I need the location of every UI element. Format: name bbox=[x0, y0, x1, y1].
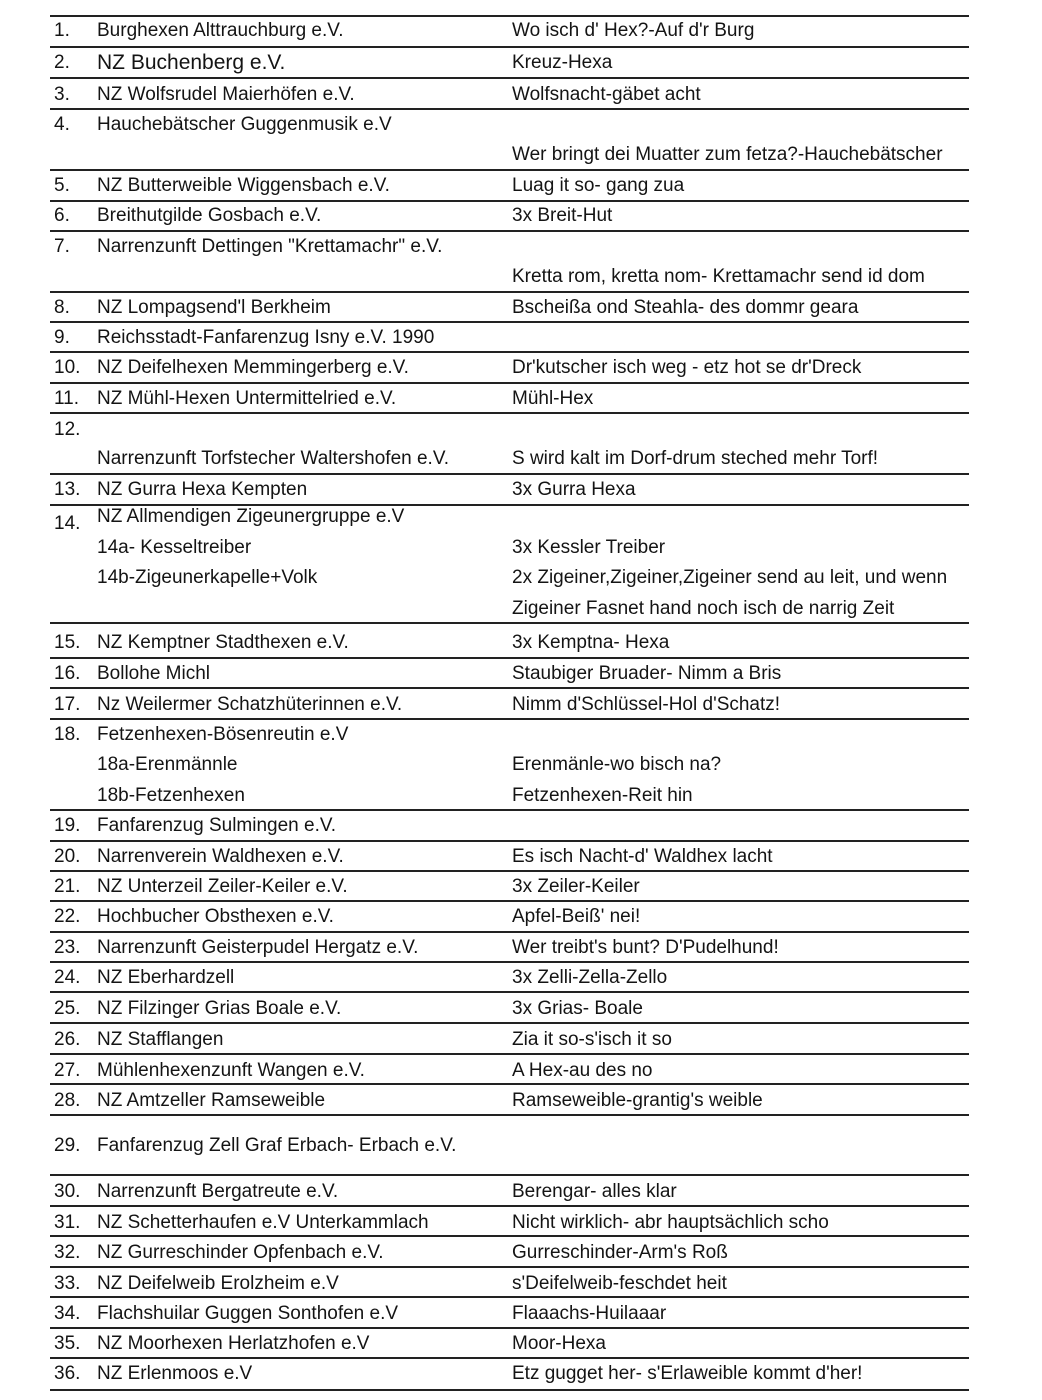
carnival-call: Es isch Nacht-d' Waldhex lacht bbox=[512, 846, 773, 867]
row-number: 4. bbox=[54, 114, 70, 135]
row-number: 33. bbox=[54, 1273, 81, 1294]
carnival-call: Luag it so- gang zua bbox=[512, 175, 685, 196]
list-row bbox=[50, 658, 969, 688]
list-row bbox=[50, 231, 969, 292]
list-row bbox=[50, 1084, 969, 1115]
carnival-call: Apfel-Beiß' nei! bbox=[512, 906, 641, 927]
list-row bbox=[50, 170, 969, 201]
list-row bbox=[50, 932, 969, 962]
group-name: NZ Erlenmoos e.V bbox=[97, 1363, 253, 1384]
list-row bbox=[50, 322, 969, 352]
row-number: 28. bbox=[54, 1090, 81, 1111]
row-number: 8. bbox=[54, 297, 70, 318]
group-name: NZ Allmendigen Zigeunergruppe e.V bbox=[97, 506, 405, 527]
carnival-call: Nimm d'Schlüssel-Hol d'Schatz! bbox=[512, 694, 781, 715]
group-name: NZ Buchenberg e.V. bbox=[97, 51, 286, 74]
list-row bbox=[50, 810, 969, 841]
list-row bbox=[50, 1206, 969, 1236]
list-row bbox=[50, 1236, 969, 1267]
list-row bbox=[50, 719, 969, 810]
group-name: NZ Kemptner Stadthexen e.V. bbox=[97, 632, 349, 653]
group-name: Narrenzunft Bergatreute e.V. bbox=[97, 1181, 339, 1202]
bottom-rule bbox=[50, 1389, 969, 1391]
group-name: NZ Deifelweib Erolzheim e.V bbox=[97, 1273, 339, 1294]
group-name: NZ Mühl-Hexen Untermittelried e.V. bbox=[97, 388, 397, 409]
subgroup-name: 14b-Zigeunerkapelle+Volk bbox=[97, 567, 318, 588]
carnival-call: 2x Zigeiner,Zigeiner,Zigeiner send au leit, und wenn bbox=[512, 567, 948, 588]
list-row bbox=[50, 1115, 969, 1175]
carnival-call: Wer treibt's bunt? D'Pudelhund! bbox=[512, 937, 779, 958]
carnival-call: Bscheißa ond Steahla- des dommr geara bbox=[512, 297, 859, 318]
carnival-call: 3x Breit-Hut bbox=[512, 205, 613, 226]
list-row bbox=[50, 78, 969, 109]
list-row bbox=[50, 413, 969, 474]
group-name: Narrenzunft Dettingen "Krettamachr" e.V. bbox=[97, 236, 443, 257]
group-name: NZ Gurreschinder Opfenbach e.V. bbox=[97, 1242, 384, 1263]
group-name: NZ Wolfsrudel Maierhöfen e.V. bbox=[97, 84, 355, 105]
carnival-call-continued: Zigeiner Fasnet hand noch isch de narrig Zeit bbox=[512, 598, 895, 619]
group-name: NZ Unterzeil Zeiler-Keiler e.V. bbox=[97, 876, 348, 897]
group-name: NZ Deifelhexen Memmingerberg e.V. bbox=[97, 357, 409, 378]
list-row bbox=[50, 1297, 969, 1328]
row-number: 16. bbox=[54, 663, 81, 684]
row-number: 23. bbox=[54, 937, 81, 958]
row-number: 34. bbox=[54, 1303, 81, 1324]
carnival-call: A Hex-au des no bbox=[512, 1060, 653, 1081]
carnival-call: Flaaachs-Huilaaar bbox=[512, 1303, 667, 1324]
carnival-call: S wird kalt im Dorf-drum steched mehr Torf! bbox=[512, 448, 879, 469]
carnival-call: Berengar- alles klar bbox=[512, 1181, 677, 1202]
row-number: 22. bbox=[54, 906, 81, 927]
subgroup-name: 18b-Fetzenhexen bbox=[97, 785, 245, 806]
row-number: 20. bbox=[54, 846, 81, 867]
row-number: 30. bbox=[54, 1181, 81, 1202]
carnival-call: 3x Kessler Treiber bbox=[512, 537, 666, 558]
carnival-call: Moor-Hexa bbox=[512, 1333, 606, 1354]
group-name: Mühlenhexenzunft Wangen e.V. bbox=[97, 1060, 365, 1081]
carnival-call: Fetzenhexen-Reit hin bbox=[512, 785, 693, 806]
carnival-call: Nicht wirklich- abr hauptsächlich scho bbox=[512, 1212, 829, 1233]
row-number: 36. bbox=[54, 1363, 81, 1384]
group-name: Flachshuilar Guggen Sonthofen e.V bbox=[97, 1303, 399, 1324]
list-row bbox=[50, 901, 969, 932]
carnival-call: Kreuz-Hexa bbox=[512, 52, 613, 73]
group-name: Burghexen Alttrauchburg e.V. bbox=[97, 20, 344, 41]
group-name: NZ Lompagsend'l Berkheim bbox=[97, 297, 331, 318]
row-number: 15. bbox=[54, 632, 81, 653]
row-number: 35. bbox=[54, 1333, 81, 1354]
row-number: 5. bbox=[54, 175, 70, 196]
group-name: Reichsstadt-Fanfarenzug Isny e.V. 1990 bbox=[97, 327, 435, 348]
group-name: NZ Eberhardzell bbox=[97, 967, 235, 988]
list-row bbox=[50, 1175, 969, 1206]
group-name: Bollohe Michl bbox=[97, 663, 210, 684]
carnival-call: Zia it so-s'isch it so bbox=[512, 1029, 672, 1050]
list-row bbox=[50, 1267, 969, 1297]
list-row bbox=[50, 1328, 969, 1358]
list-row bbox=[50, 16, 969, 46]
carnival-call: Wo isch d' Hex?-Auf d'r Burg bbox=[512, 20, 755, 41]
row-number: 9. bbox=[54, 327, 70, 348]
row-number: 11. bbox=[54, 388, 80, 409]
carnival-call: Erenmänle-wo bisch na? bbox=[512, 754, 722, 775]
group-name: Hauchebätscher Guggenmusik e.V bbox=[97, 114, 392, 135]
row-number: 21. bbox=[54, 876, 81, 897]
list-row bbox=[50, 1054, 969, 1084]
carnival-call: Wer bringt dei Muatter zum fetza?-Hauchebätscher bbox=[512, 144, 943, 165]
carnival-call: 3x Zelli-Zella-Zello bbox=[512, 967, 668, 988]
row-number: 17. bbox=[54, 694, 81, 715]
carnival-call: Staubiger Bruader- Nimm a Bris bbox=[512, 663, 782, 684]
group-name: NZ Gurra Hexa Kempten bbox=[97, 479, 308, 500]
row-number: 2. bbox=[54, 52, 70, 73]
list-row bbox=[50, 1023, 969, 1054]
row-number: 7. bbox=[54, 236, 70, 257]
group-name: Narrenzunft Torfstecher Waltershofen e.V. bbox=[97, 448, 450, 469]
list-row bbox=[50, 841, 969, 871]
row-number: 3. bbox=[54, 84, 70, 105]
row-number: 27. bbox=[54, 1060, 81, 1081]
list-row bbox=[50, 871, 969, 901]
group-name: Narrenzunft Geisterpudel Hergatz e.V. bbox=[97, 937, 419, 958]
row-number: 25. bbox=[54, 998, 81, 1019]
carnival-call: Dr'kutscher isch weg - etz hot se dr'Dreck bbox=[512, 357, 862, 378]
group-name: Nz Weilermer Schatzhüterinnen e.V. bbox=[97, 694, 403, 715]
list-row bbox=[50, 962, 969, 992]
row-number: 6. bbox=[54, 205, 70, 226]
row-number: 1. bbox=[54, 20, 70, 41]
group-name: Hochbucher Obsthexen e.V. bbox=[97, 906, 334, 927]
list-row bbox=[50, 47, 969, 78]
subgroup-name: 18a-Erenmännle bbox=[97, 754, 238, 775]
list-row bbox=[50, 292, 969, 322]
group-name: NZ Amtzeller Ramseweible bbox=[97, 1090, 326, 1111]
group-name: Fanfarenzug Zell Graf Erbach- Erbach e.V. bbox=[97, 1135, 457, 1156]
row-number: 18. bbox=[54, 724, 81, 745]
carnival-call: 3x Grias- Boale bbox=[512, 998, 643, 1019]
list-row bbox=[50, 1358, 969, 1389]
list-row bbox=[50, 992, 969, 1023]
row-number: 32. bbox=[54, 1242, 81, 1263]
carnival-call: 3x Zeiler-Keiler bbox=[512, 876, 640, 897]
row-number: 26. bbox=[54, 1029, 81, 1050]
row-number: 10. bbox=[54, 357, 81, 378]
group-name: Fetzenhexen-Bösenreutin e.V bbox=[97, 724, 349, 745]
row-number: 24. bbox=[54, 967, 81, 988]
list-row bbox=[50, 352, 969, 383]
group-name: NZ Filzinger Grias Boale e.V. bbox=[97, 998, 342, 1019]
row-number: 19. bbox=[54, 815, 81, 836]
list-row bbox=[50, 383, 969, 413]
group-name: Narrenverein Waldhexen e.V. bbox=[97, 846, 344, 867]
row-number: 14. bbox=[54, 513, 81, 534]
list-row bbox=[50, 505, 969, 623]
carnival-call: 3x Gurra Hexa bbox=[512, 479, 636, 500]
group-name: NZ Moorhexen Herlatzhofen e.V bbox=[97, 1333, 370, 1354]
carnival-call: Ramseweible-grantig's weible bbox=[512, 1090, 763, 1111]
carnival-call: Gurreschinder-Arm's Roß bbox=[512, 1242, 728, 1263]
row-number: 13. bbox=[54, 479, 81, 500]
carnival-call: 3x Kemptna- Hexa bbox=[512, 632, 670, 653]
carnival-call: s'Deifelweib-feschdet heit bbox=[512, 1273, 727, 1294]
group-name: NZ Stafflangen bbox=[97, 1029, 224, 1050]
group-name: NZ Butterweible Wiggensbach e.V. bbox=[97, 175, 390, 196]
carnival-call: Wolfsnacht-gäbet acht bbox=[512, 84, 701, 105]
group-name: Fanfarenzug Sulmingen e.V. bbox=[97, 815, 337, 836]
list-row bbox=[50, 688, 969, 719]
list-row bbox=[50, 623, 969, 658]
list-row bbox=[50, 474, 969, 505]
carnival-call: Etz gugget her- s'Erlaweible kommt d'her! bbox=[512, 1363, 863, 1384]
row-number: 12. bbox=[54, 419, 81, 440]
carnival-call: Kretta rom, kretta nom- Krettamachr send id dom bbox=[512, 266, 925, 287]
row-number: 31. bbox=[54, 1212, 81, 1233]
row-number: 29. bbox=[54, 1135, 81, 1156]
group-name: Breithutgilde Gosbach e.V. bbox=[97, 205, 322, 226]
carnival-call: Mühl-Hex bbox=[512, 388, 594, 409]
list-row bbox=[50, 109, 969, 170]
list-row bbox=[50, 201, 969, 231]
subgroup-name: 14a- Kesseltreiber bbox=[97, 537, 252, 558]
group-name: NZ Schetterhaufen e.V Unterkammlach bbox=[97, 1212, 429, 1233]
